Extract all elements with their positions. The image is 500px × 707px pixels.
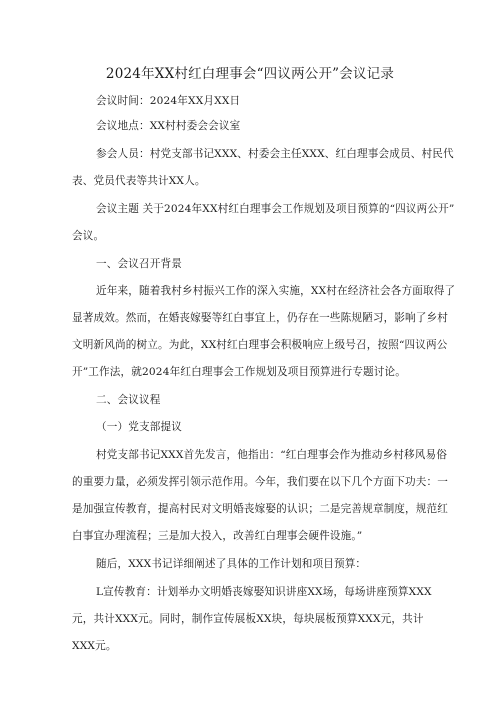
topic-line: 会议。	[72, 230, 105, 242]
subsection-one-heading: （一）党支部提议	[96, 421, 182, 433]
item-one-line: XXX元。	[72, 640, 117, 652]
proposal-line: 村党支部书记XXX首先发言，他指出：“红白理事会作为推动乡村移风易俗	[96, 449, 447, 461]
item-one-line: L宣传教育：计划举办文明婚丧嫁娶知识讲座XX场，每场讲座预算XXX	[96, 586, 432, 598]
attendees-line: 表、党员代表等共计XX人。	[72, 175, 206, 187]
topic-line: 会议主题 关于2024年XX村红白理事会工作规划及项目预算的“四议两公开”	[96, 203, 455, 215]
background-line: 文明新风尚的树立。为此，XX村红白理事会积极响应上级号召，按照“四议两公	[72, 339, 448, 351]
item-one-line: 元，共计XXX元。同时，制作宣传展板XX块，每块展板预算XXX元，共计	[72, 613, 424, 625]
meeting-place: 会议地点：XX村村委会会议室	[96, 120, 241, 132]
meeting-time: 会议时间：2024年XX月XX日	[96, 95, 241, 107]
background-line: 显著成效。然而，在婚丧嫁娶等红白事宜上，仍存在一些陈规陋习，影响了乡村	[72, 312, 449, 324]
proposal-line: 的重要力量，必须发挥引领示范作用。今年，我们要在以下几个方面下功夫：一	[72, 476, 449, 488]
background-line: 近年来，随着我村乡村振兴工作的深入实施，XX村在经济社会各方面取得了	[96, 285, 456, 297]
attendees-line: 参会人员：村党支部书记XXX、村委会主任XXX、红白理事会成员、村民代	[96, 148, 454, 160]
background-line: 开”工作法，就2024年红白理事会工作规划及项目预算进行专题讨论。	[72, 366, 406, 378]
document-title: 2024年XX村红白理事会“四议两公开”会议记录	[105, 66, 395, 82]
proposal-line: 是加强宣传教育，提高村民对文明婚丧嫁娶的认识；二是完善规章制度，规范红	[72, 503, 449, 515]
proposal-line: 白事宜办理流程；三是加大投入，改善红白理事会硬件设施。”	[72, 530, 363, 542]
followup-line: 随后，XXX书记详细阐述了具体的工作计划和项目预算：	[96, 558, 367, 570]
section-one-heading: 一、会议召开背景	[96, 258, 182, 270]
section-two-heading: 二、会议议程	[96, 394, 161, 406]
